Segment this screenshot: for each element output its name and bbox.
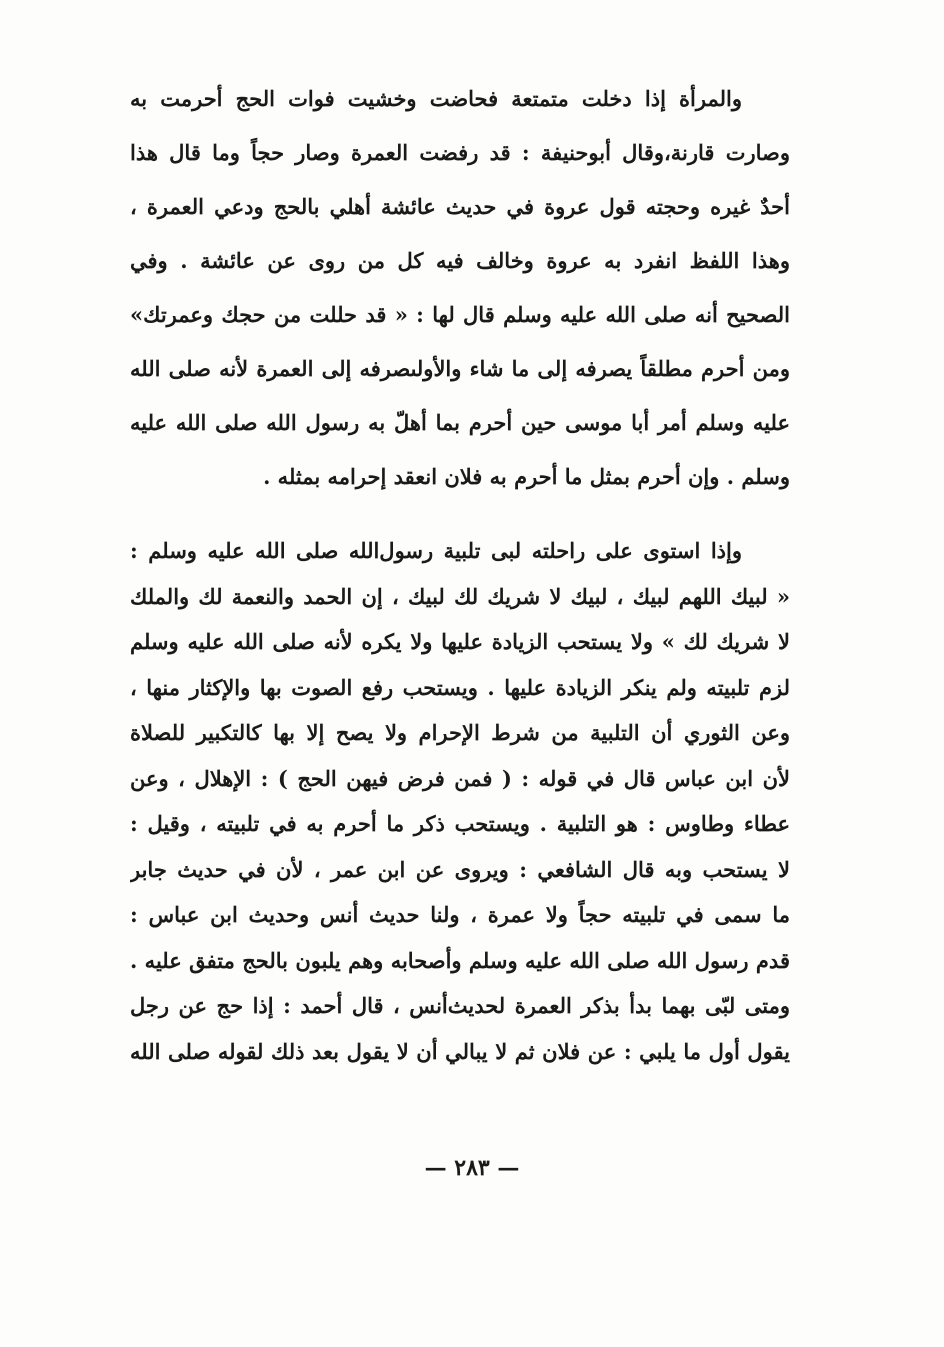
text-line: ما سمى في تلبيته حجاً ولا عمرة ، ولنا حديث أنس وحديث ابن عباس : [130,902,790,927]
text-line: لا شريك لك » ولا يستحب الزيادة عليها ولا يكره لأنه صلى الله عليه وسلم [130,629,790,654]
text-line: وإذا استوى على راحلته لبى تلبية رسول‌الله صلى الله عليه وسلم : [130,538,742,563]
text-line: وهذا اللفظ انفرد به عروة وخالف فيه كل من روى عن عائشة . وفي [130,248,790,273]
text-line: الصحيح أنه صلى الله عليه وسلم قال لها : « قد حللت من حجك وعمرتك» [130,302,790,327]
text-line: يقول أول ما يلبي : عن فلان ثم لا يبالي أن لا يقول بعد ذلك لقوله صلى الله [130,1038,790,1064]
page-number: — ٢٨٣ — [424,1155,520,1181]
text-line: « لبيك اللهم لبيك ، لبيك لا شريك لك لبيك ، إن الحمد والنعمة لك والملك [130,583,790,609]
text-line: أحدٌ غيره وحجته قول عروة في حديث عائشة أهلي بالحج ودعي العمرة ، [130,194,790,219]
text-line: وصارت قارنة،وقال أبوحنيفة : قد رفضت العمرة وصار حجاً وما قال هذا [130,140,790,165]
paragraph-talbiyah [130,528,790,1074]
paragraph-ihram-menstruation [130,72,790,504]
text-line: لا يستحب وبه قال الشافعي : ويروى عن ابن عمر ، لأن في حديث جابر [130,856,790,882]
text-line: والمرأة إذا دخلت متمتعة فحاضت وخشيت فوات الحج أحرمت به [130,86,742,111]
text-line: لزم تلبيته ولم ينكر الزيادة عليها . ويستحب رفع الصوت بها والإكثار منها ، [130,674,790,700]
text-line: عطاء وطاوس : هو التلبية . ويستحب ذكر ما أحرم به في تلبيته ، وقيل : [130,811,790,836]
text-line: لأن ابن عباس قال في قوله : ( فمن فرض فيهن الحج ) : الإهلال ، وعن [130,765,790,791]
text-line: عليه وسلم أمر أبا موسى حين أحرم بما أهلّ به رسول الله صلى الله عليه [130,410,790,435]
text-line: وعن الثوري أن التلبية من شرط الإحرام ولا يصح إلا بها كالتكبير للصلاة [130,720,790,745]
text-line: قدم رسول الله صلى الله عليه وسلم وأصحابه وهم يلبون بالحج متفق عليه . [130,947,790,973]
text-line: ومن أحرم مطلقاً يصرفه إلى ما شاء والأولىصرفه إلى العمرة لأنه صلى الله [130,356,790,381]
text-line: وسلم . وإن أحرم بمثل ما أحرم به فلان انعقد إحرامه بمثله . [263,464,790,489]
text-line: ومتى لبّى بهما بدأ بذكر العمرة لحديث‌أنس ، قال أحمد : إذا حج عن رجل [130,993,790,1018]
